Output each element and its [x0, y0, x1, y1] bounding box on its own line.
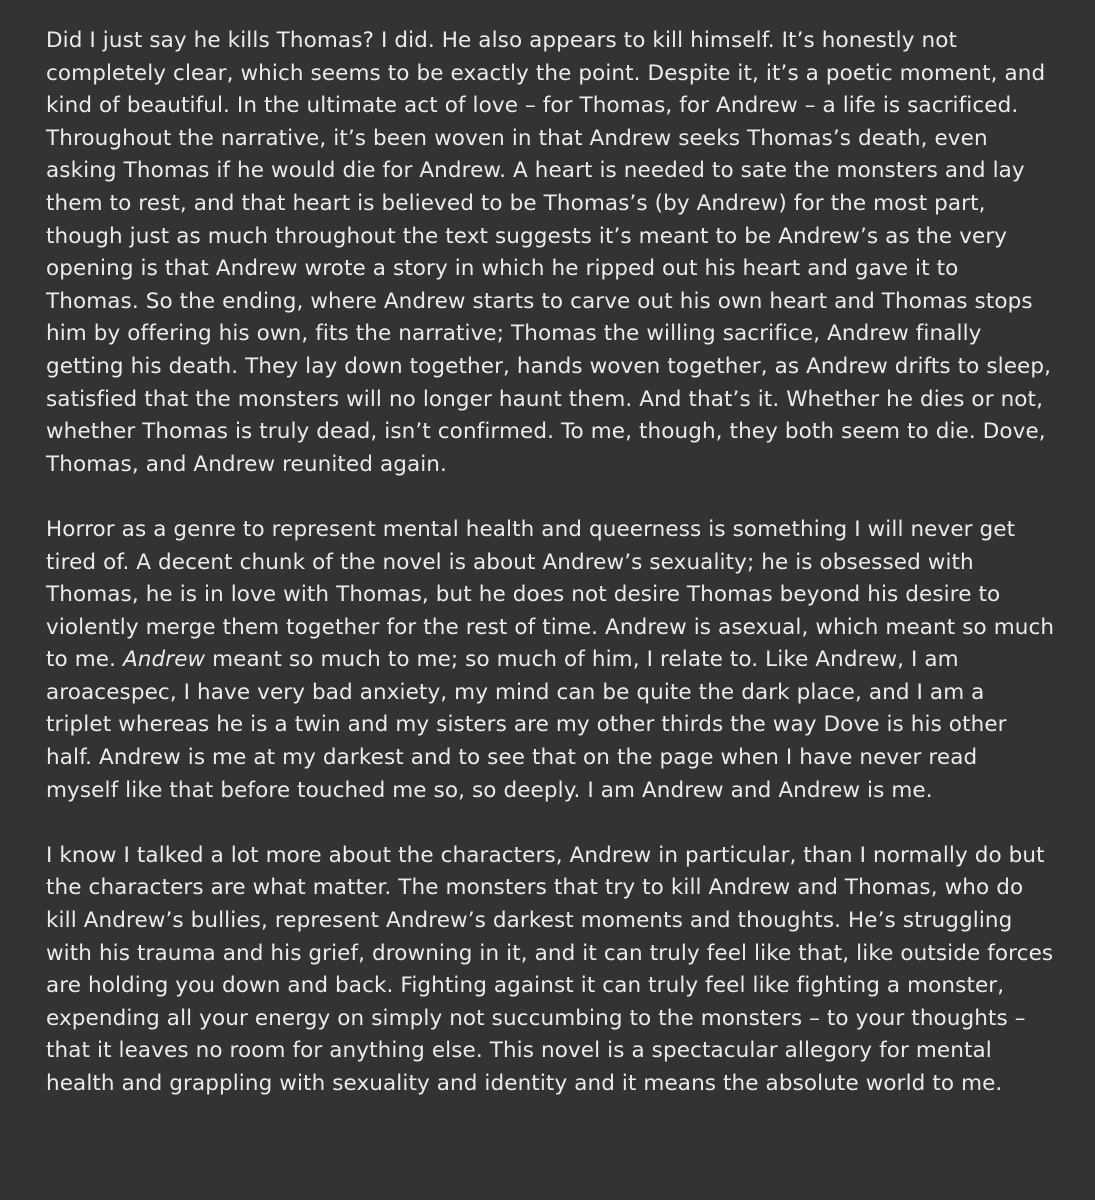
paragraph-characters	[46, 840, 1055, 1101]
paragraph-queerness-text-end: meant so much to me; so much of him, I relate to. Like Andrew, I am aroacespec, I have very bad anxiety, my mind can be quite the dark place, and I am a triplet whereas he is a twin and my sisters are my other thirds the way Dove is his other half. Andrew is me at my darkest and to see that on the page when I have never read myself like that before touched me so, so deeply. I am Andrew and Andrew is me.	[46, 647, 1007, 803]
paragraph-queerness-text-start: Horror as a genre to represent mental health and queerness is something I will never get tired of. A decent chunk of the novel is about Andrew’s sexuality; he is obsessed with Thomas, he is in love with Thomas, but he does not desire Thomas beyond his desire to violently merge them together for the rest of time. Andrew is asexual, which meant so much to me.	[46, 516, 1055, 673]
paragraph-characters-text: I know I talked a lot more about the characters, Andrew in particular, than I normally do but the characters are what matter. The monsters that try to kill Andrew and Thomas, who do kill Andrew’s bullies, represent Andrew’s darkest moments and thoughts. He’s struggling with his trauma and his grief, drowning in it, and it can truly feel like that, like outside forces are holding you down and back. Fighting against it can truly feel like fighting a monster, expending all your energy on simply not succumbing to the monsters – to your thoughts – that it leaves no room for anything else. This novel is a spectacular allegory for mental health and grappling with sexuality and identity and it means the absolute world to me.	[46, 842, 1054, 1096]
paragraph-queerness	[46, 514, 1055, 807]
emphasized-andrew: Andrew	[122, 647, 206, 673]
paragraph-ending-text: Did I just say he kills Thomas? I did. He also appears to kill himself. It’s honestly not completely clear, which seems to be exactly the point. Despite it, it’s a poetic moment, and kind of beautiful. In the ultimate act of love – for Thomas, for Andrew – a life is sacrificed. Throughout the narrative, it’s been woven in that Andrew seeks Thomas’s death, even asking Thomas if he would die for Andrew. A heart is needed to sate the monsters and lay them to rest, and that heart is believed to be Thomas’s (by Andrew) for the most part, though just as much throughout the text suggests it’s meant to be Andrew’s as the very opening is that Andrew wrote a story in which he ripped out his heart and gave it to Thomas. So the ending, where Andrew starts to carve out his own heart and Thomas stops him by offering his own, fits the narrative; Thomas the willing sacrifice, Andrew finally getting his death. They lay down together, hands woven together, as Andrew drifts to sleep, satisfied that the monsters will no longer haunt them. And that’s it. Whether he dies or not, whether Thomas is truly dead, isn’t confirmed. To me, though, they both seem to die. Dove, Thomas, and Andrew reunited again.	[46, 28, 1052, 477]
paragraph-ending	[46, 25, 1055, 481]
